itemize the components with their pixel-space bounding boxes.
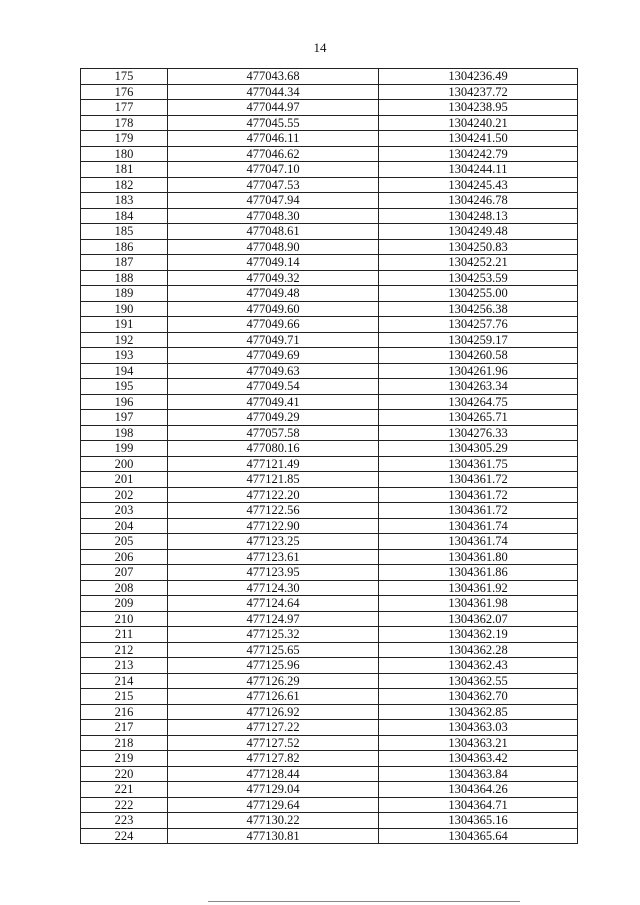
y-coordinate-cell: 1304246.78 [379, 193, 578, 209]
x-coordinate-cell: 477043.68 [168, 69, 379, 85]
x-coordinate-cell: 477049.71 [168, 332, 379, 348]
table-row [81, 255, 578, 271]
y-coordinate-cell: 1304248.13 [379, 208, 578, 224]
table-row [81, 301, 578, 317]
point-number-cell: 220 [81, 766, 168, 782]
y-coordinate-cell: 1304363.42 [379, 751, 578, 767]
x-coordinate-cell: 477044.97 [168, 100, 379, 116]
y-coordinate-cell: 1304361.80 [379, 549, 578, 565]
page-number: 14 [313, 40, 327, 55]
y-coordinate-cell: 1304361.72 [379, 487, 578, 503]
x-coordinate-cell: 477047.94 [168, 193, 379, 209]
table-row [81, 580, 578, 596]
table-row [81, 441, 578, 457]
x-coordinate-cell: 477125.96 [168, 658, 379, 674]
x-coordinate-cell: 477124.30 [168, 580, 379, 596]
x-coordinate-cell: 477057.58 [168, 425, 379, 441]
point-number-cell: 195 [81, 379, 168, 395]
table-row [81, 828, 578, 844]
y-coordinate-cell: 1304257.76 [379, 317, 578, 333]
x-coordinate-cell: 477130.81 [168, 828, 379, 844]
table-row [81, 720, 578, 736]
x-coordinate-cell: 477046.62 [168, 146, 379, 162]
table-row [81, 797, 578, 813]
point-number-cell: 187 [81, 255, 168, 271]
table-row [81, 611, 578, 627]
table-row [81, 813, 578, 829]
table-row [81, 177, 578, 193]
x-coordinate-cell: 477049.60 [168, 301, 379, 317]
table-row [81, 115, 578, 131]
y-coordinate-cell: 1304255.00 [379, 286, 578, 302]
table-row [81, 239, 578, 255]
table-row [81, 363, 578, 379]
x-coordinate-cell: 477047.10 [168, 162, 379, 178]
table-row [81, 487, 578, 503]
x-coordinate-cell: 477125.65 [168, 642, 379, 658]
y-coordinate-cell: 1304362.19 [379, 627, 578, 643]
table-row [81, 751, 578, 767]
table-row [81, 766, 578, 782]
y-coordinate-cell: 1304250.83 [379, 239, 578, 255]
x-coordinate-cell: 477045.55 [168, 115, 379, 131]
table-row [81, 193, 578, 209]
y-coordinate-cell: 1304241.50 [379, 131, 578, 147]
x-coordinate-cell: 477124.97 [168, 611, 379, 627]
bottom-rule [208, 901, 520, 902]
x-coordinate-cell: 477121.49 [168, 456, 379, 472]
x-coordinate-cell: 477047.53 [168, 177, 379, 193]
point-number-cell: 184 [81, 208, 168, 224]
point-number-cell: 206 [81, 549, 168, 565]
x-coordinate-cell: 477049.14 [168, 255, 379, 271]
table-row [81, 704, 578, 720]
point-number-cell: 192 [81, 332, 168, 348]
table-row [81, 689, 578, 705]
coordinates-table-body [81, 69, 578, 844]
y-coordinate-cell: 1304361.92 [379, 580, 578, 596]
y-coordinate-cell: 1304236.49 [379, 69, 578, 85]
point-number-cell: 209 [81, 596, 168, 612]
y-coordinate-cell: 1304237.72 [379, 84, 578, 100]
x-coordinate-cell: 477129.64 [168, 797, 379, 813]
y-coordinate-cell: 1304249.48 [379, 224, 578, 240]
point-number-cell: 219 [81, 751, 168, 767]
table-row [81, 394, 578, 410]
table-row [81, 565, 578, 581]
y-coordinate-cell: 1304361.72 [379, 472, 578, 488]
point-number-cell: 182 [81, 177, 168, 193]
y-coordinate-cell: 1304361.74 [379, 518, 578, 534]
x-coordinate-cell: 477127.22 [168, 720, 379, 736]
table-row [81, 658, 578, 674]
x-coordinate-cell: 477122.56 [168, 503, 379, 519]
table-row [81, 317, 578, 333]
x-coordinate-cell: 477121.85 [168, 472, 379, 488]
y-coordinate-cell: 1304361.72 [379, 503, 578, 519]
y-coordinate-cell: 1304256.38 [379, 301, 578, 317]
y-coordinate-cell: 1304305.29 [379, 441, 578, 457]
y-coordinate-cell: 1304252.21 [379, 255, 578, 271]
y-coordinate-cell: 1304245.43 [379, 177, 578, 193]
table-row [81, 348, 578, 364]
x-coordinate-cell: 477049.41 [168, 394, 379, 410]
table-row [81, 84, 578, 100]
point-number-cell: 207 [81, 565, 168, 581]
x-coordinate-cell: 477048.61 [168, 224, 379, 240]
x-coordinate-cell: 477049.29 [168, 410, 379, 426]
point-number-cell: 179 [81, 131, 168, 147]
x-coordinate-cell: 477049.32 [168, 270, 379, 286]
table-row [81, 379, 578, 395]
point-number-cell: 200 [81, 456, 168, 472]
y-coordinate-cell: 1304242.79 [379, 146, 578, 162]
point-number-cell: 193 [81, 348, 168, 364]
point-number-cell: 188 [81, 270, 168, 286]
x-coordinate-cell: 477125.32 [168, 627, 379, 643]
point-number-cell: 222 [81, 797, 168, 813]
y-coordinate-cell: 1304253.59 [379, 270, 578, 286]
table-row [81, 162, 578, 178]
y-coordinate-cell: 1304276.33 [379, 425, 578, 441]
y-coordinate-cell: 1304365.64 [379, 828, 578, 844]
y-coordinate-cell: 1304261.96 [379, 363, 578, 379]
y-coordinate-cell: 1304240.21 [379, 115, 578, 131]
y-coordinate-cell: 1304361.86 [379, 565, 578, 581]
table-row [81, 518, 578, 534]
point-number-cell: 197 [81, 410, 168, 426]
x-coordinate-cell: 477127.52 [168, 735, 379, 751]
x-coordinate-cell: 477049.48 [168, 286, 379, 302]
table-row [81, 224, 578, 240]
y-coordinate-cell: 1304363.03 [379, 720, 578, 736]
x-coordinate-cell: 477128.44 [168, 766, 379, 782]
point-number-cell: 199 [81, 441, 168, 457]
y-coordinate-cell: 1304364.26 [379, 782, 578, 798]
point-number-cell: 175 [81, 69, 168, 85]
point-number-cell: 201 [81, 472, 168, 488]
y-coordinate-cell: 1304260.58 [379, 348, 578, 364]
point-number-cell: 216 [81, 704, 168, 720]
point-number-cell: 198 [81, 425, 168, 441]
table-row [81, 100, 578, 116]
y-coordinate-cell: 1304361.75 [379, 456, 578, 472]
y-coordinate-cell: 1304361.74 [379, 534, 578, 550]
point-number-cell: 204 [81, 518, 168, 534]
point-number-cell: 181 [81, 162, 168, 178]
y-coordinate-cell: 1304362.43 [379, 658, 578, 674]
y-coordinate-cell: 1304362.07 [379, 611, 578, 627]
point-number-cell: 223 [81, 813, 168, 829]
point-number-cell: 196 [81, 394, 168, 410]
y-coordinate-cell: 1304365.16 [379, 813, 578, 829]
x-coordinate-cell: 477080.16 [168, 441, 379, 457]
point-number-cell: 215 [81, 689, 168, 705]
x-coordinate-cell: 477049.63 [168, 363, 379, 379]
table-row [81, 131, 578, 147]
point-number-cell: 210 [81, 611, 168, 627]
y-coordinate-cell: 1304362.70 [379, 689, 578, 705]
table-row [81, 208, 578, 224]
table-row [81, 549, 578, 565]
y-coordinate-cell: 1304265.71 [379, 410, 578, 426]
x-coordinate-cell: 477123.25 [168, 534, 379, 550]
table-row [81, 410, 578, 426]
y-coordinate-cell: 1304364.71 [379, 797, 578, 813]
y-coordinate-cell: 1304263.34 [379, 379, 578, 395]
y-coordinate-cell: 1304244.11 [379, 162, 578, 178]
point-number-cell: 211 [81, 627, 168, 643]
y-coordinate-cell: 1304238.95 [379, 100, 578, 116]
table-row [81, 270, 578, 286]
x-coordinate-cell: 477049.69 [168, 348, 379, 364]
x-coordinate-cell: 477122.20 [168, 487, 379, 503]
table-row [81, 534, 578, 550]
x-coordinate-cell: 477049.66 [168, 317, 379, 333]
x-coordinate-cell: 477124.64 [168, 596, 379, 612]
table-row [81, 456, 578, 472]
x-coordinate-cell: 477048.30 [168, 208, 379, 224]
table-row [81, 286, 578, 302]
point-number-cell: 214 [81, 673, 168, 689]
coordinates-table [80, 68, 578, 844]
y-coordinate-cell: 1304363.84 [379, 766, 578, 782]
x-coordinate-cell: 477129.04 [168, 782, 379, 798]
x-coordinate-cell: 477046.11 [168, 131, 379, 147]
point-number-cell: 194 [81, 363, 168, 379]
y-coordinate-cell: 1304362.85 [379, 704, 578, 720]
table-row [81, 146, 578, 162]
point-number-cell: 177 [81, 100, 168, 116]
point-number-cell: 205 [81, 534, 168, 550]
table-row [81, 472, 578, 488]
x-coordinate-cell: 477122.90 [168, 518, 379, 534]
x-coordinate-cell: 477126.29 [168, 673, 379, 689]
point-number-cell: 178 [81, 115, 168, 131]
point-number-cell: 190 [81, 301, 168, 317]
point-number-cell: 186 [81, 239, 168, 255]
point-number-cell: 180 [81, 146, 168, 162]
table-row [81, 425, 578, 441]
x-coordinate-cell: 477123.95 [168, 565, 379, 581]
point-number-cell: 217 [81, 720, 168, 736]
point-number-cell: 191 [81, 317, 168, 333]
y-coordinate-cell: 1304361.98 [379, 596, 578, 612]
table-row [81, 627, 578, 643]
table-row [81, 735, 578, 751]
point-number-cell: 213 [81, 658, 168, 674]
table-row [81, 503, 578, 519]
y-coordinate-cell: 1304362.28 [379, 642, 578, 658]
x-coordinate-cell: 477130.22 [168, 813, 379, 829]
y-coordinate-cell: 1304259.17 [379, 332, 578, 348]
point-number-cell: 203 [81, 503, 168, 519]
table-row [81, 673, 578, 689]
table-row [81, 332, 578, 348]
point-number-cell: 208 [81, 580, 168, 596]
x-coordinate-cell: 477049.54 [168, 379, 379, 395]
x-coordinate-cell: 477126.61 [168, 689, 379, 705]
y-coordinate-cell: 1304264.75 [379, 394, 578, 410]
table-row [81, 69, 578, 85]
y-coordinate-cell: 1304362.55 [379, 673, 578, 689]
x-coordinate-cell: 477048.90 [168, 239, 379, 255]
x-coordinate-cell: 477126.92 [168, 704, 379, 720]
table-row [81, 596, 578, 612]
point-number-cell: 218 [81, 735, 168, 751]
point-number-cell: 189 [81, 286, 168, 302]
point-number-cell: 183 [81, 193, 168, 209]
y-coordinate-cell: 1304363.21 [379, 735, 578, 751]
x-coordinate-cell: 477127.82 [168, 751, 379, 767]
x-coordinate-cell: 477044.34 [168, 84, 379, 100]
point-number-cell: 212 [81, 642, 168, 658]
point-number-cell: 185 [81, 224, 168, 240]
point-number-cell: 176 [81, 84, 168, 100]
x-coordinate-cell: 477123.61 [168, 549, 379, 565]
point-number-cell: 202 [81, 487, 168, 503]
table-row [81, 782, 578, 798]
table-row [81, 642, 578, 658]
point-number-cell: 224 [81, 828, 168, 844]
point-number-cell: 221 [81, 782, 168, 798]
